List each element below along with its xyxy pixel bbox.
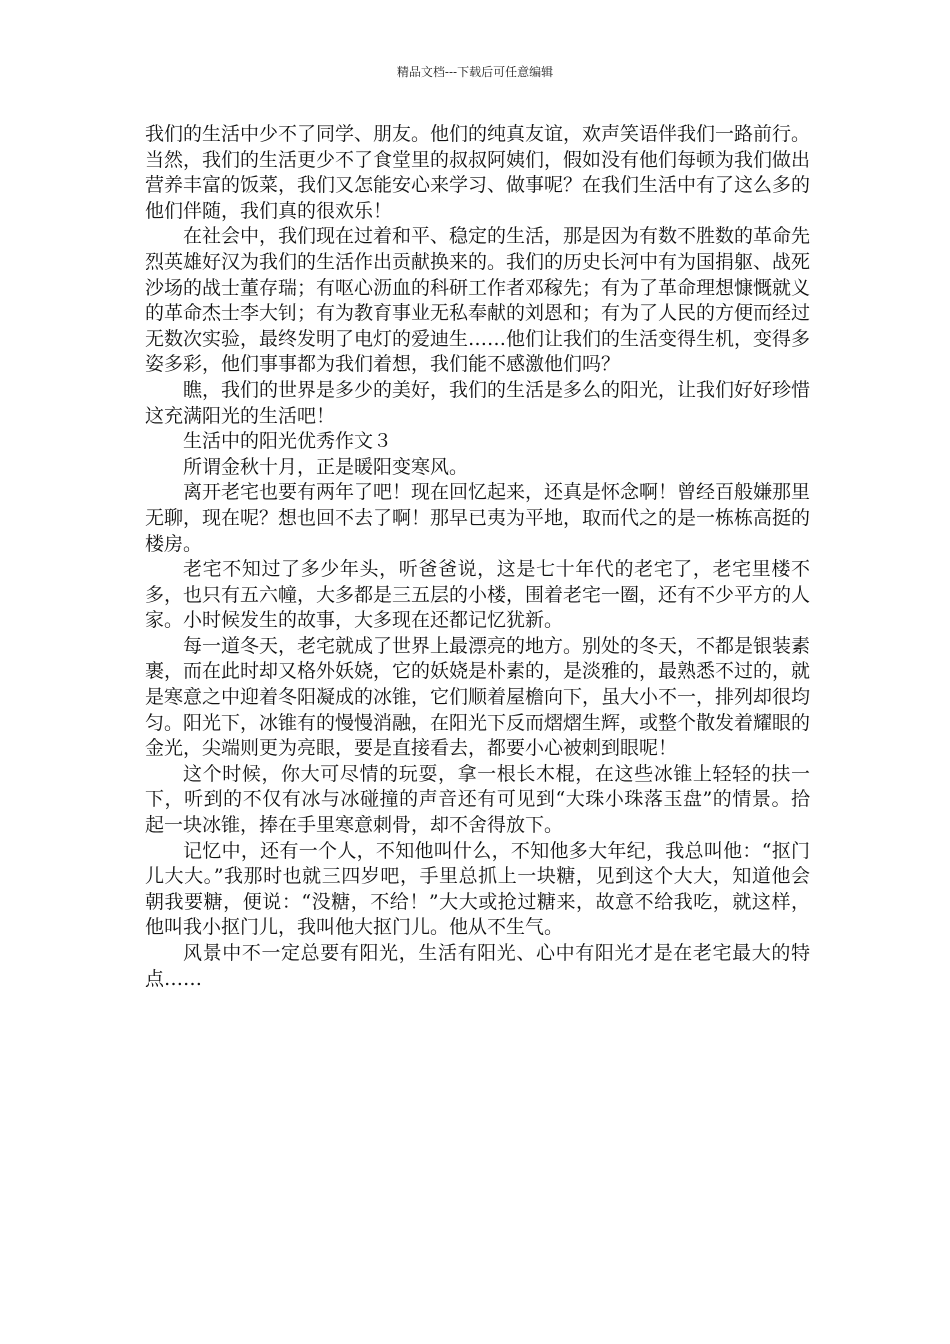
paragraph-old-house-history: 老宅不知过了多少年头，听爸爸说，这是七十年代的老宅了，老宅里楼不多，也只有五六幢，大多都是三五层的小楼，围着老宅一圈，还有不少平方的人家。小时候发生的故事，大多现在还都记忆犹新。 bbox=[145, 558, 811, 632]
essay-subtitle: 生活中的阳光优秀作文３ bbox=[183, 430, 393, 453]
paragraph-classmates-canteen: 我们的生活中少不了同学、朋友。他们的纯真友谊，欢声笑语伴我们一路前行。当然，我们的生活更少不了食堂里的叔叔阿姨们，假如没有他们每顿为我们做出营养丰富的饭菜，我们又怎能安心来学习、做事呢？在我们生活中有了这么多的他们伴随，我们真的很欢乐！ bbox=[145, 123, 811, 222]
paragraph-revolutionary-heroes: 在社会中，我们现在过着和平、稳定的生活，那是因为有数不胜数的革命先烈英雄好汉为我们的生活作出贡献换来的。我们的历史长河中有为国捐躯、战死沙场的战士董存瑞；有呕心沥血的科研工作者邓稼先；有为了革命理想慷慨就义的革命杰士李大钊；有为教育事业无私奉献的刘恩和；有为了人民的方便而经过无数次实验，最终发明了电灯的爱迪生……他们让我们的生活变得生机，变得多姿多彩，他们事事都为我们着想，我们能不感激他们吗？ bbox=[145, 225, 811, 376]
paragraph-closing: 风景中不一定总要有阳光，生活有阳光、心中有阳光才是在老宅最大的特点…… bbox=[145, 942, 810, 990]
paragraph-cherish-life: 瞧，我们的世界是多少的美好，我们的生活是多么的阳光，让我们好好珍惜这充满阳光的生活吧！ bbox=[145, 378, 811, 427]
document-body bbox=[145, 122, 810, 992]
page-header: 精品文档---下载后可任意编辑 bbox=[396, 65, 554, 79]
paragraph-stingy-uncle: 记忆中，还有一个人，不知他叫什么，不知他多大年纪，我总叫他：“抠门儿大大。”我那时也就三四岁吧，手里总抓上一块糖，见到这个大大，知道他会朝我要糖，便说：“没糖，不给！”大大或抢过糖来，故意不给我吃，就这样，他叫我小抠门儿，我叫他大抠门儿。他从不生气。 bbox=[145, 839, 810, 939]
paragraph-playing-icicles: 这个时候，你大可尽情的玩耍，拿一根长木棍，在这些冰锥上轻轻的扶一下，听到的不仅有冰与冰碰撞的声音还有可见到“大珠小珠落玉盘”的情景。拾起一块冰锥，捧在手里寒意刺骨，却不舍得放下。 bbox=[145, 762, 810, 837]
paragraph-winter-icicles: 每一道冬天，老宅就成了世界上最漂亮的地方。别处的冬天，不都是银装素裹，而在此时却又格外妖娆，它的妖娆是朴素的，是淡雅的，最熟悉不过的，就是寒意之中迎着冬阳凝成的冰锥，它们顺着屋檐向下，虽大小不一，排列却很均匀。阳光下，冰锥有的慢慢消融，在阳光下反而熠熠生辉，或整个散发着耀眼的金光，尖端则更为亮眼，要是直接看去，都要小心被刺到眼呢！ bbox=[145, 634, 811, 760]
paragraph-golden-autumn: 所谓金秋十月，正是暖阳变寒风。 bbox=[183, 455, 469, 478]
paragraph-leaving-old-house: 离开老宅也要有两年了吧！现在回忆起来，还真是怀念啊！曾经百般嫌那里无聊，现在呢？想也回不去了啊！那早已夷为平地，取而代之的是一栋栋高挺的楼房。 bbox=[145, 481, 811, 555]
